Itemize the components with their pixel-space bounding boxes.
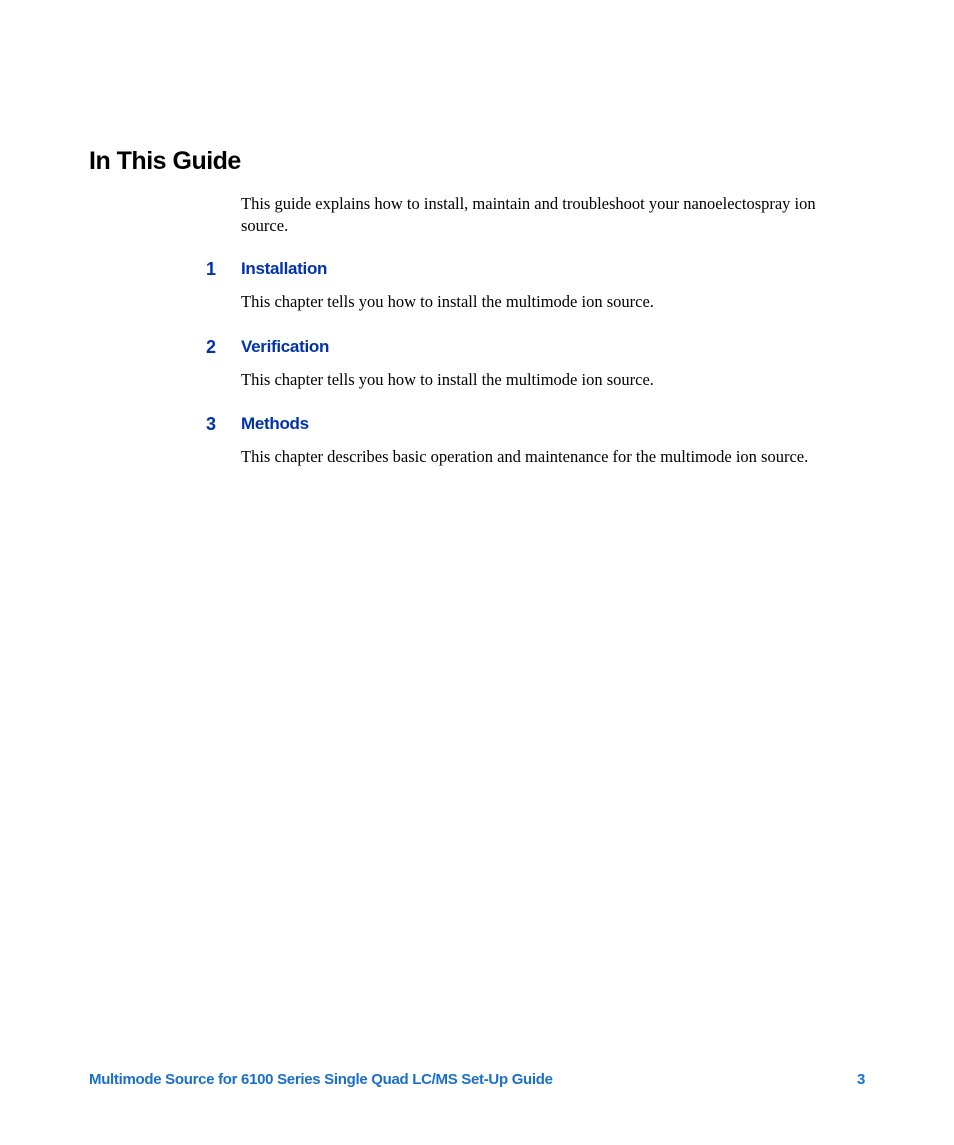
chapter-link-methods[interactable]: Methods (241, 414, 309, 433)
chapter-description: This chapter describes basic operation and maintenance for the multimode ion source. (241, 447, 809, 466)
chapter-description: This chapter tells you how to install the multimode ion source. (241, 370, 654, 389)
page-title: In This Guide (89, 147, 241, 175)
chapter-number: 1 (206, 259, 217, 279)
footer-page-number: 3 (856, 1071, 865, 1088)
chapter-description: This chapter tells you how to install the multimode ion source. (241, 292, 654, 311)
chapter-link-verification[interactable]: Verification (241, 337, 330, 356)
intro-paragraph: This guide explains how to install, maintain and troubleshoot your nanoelectospray ion source. (241, 194, 816, 235)
chapter-link-installation[interactable]: Installation (241, 259, 328, 278)
chapter-number: 2 (206, 337, 217, 357)
footer-document-title: Multimode Source for 6100 Series Single Quad LC/MS Set-Up Guide (89, 1071, 553, 1088)
page-footer (89, 1068, 865, 1092)
chapter-number: 3 (206, 414, 217, 434)
